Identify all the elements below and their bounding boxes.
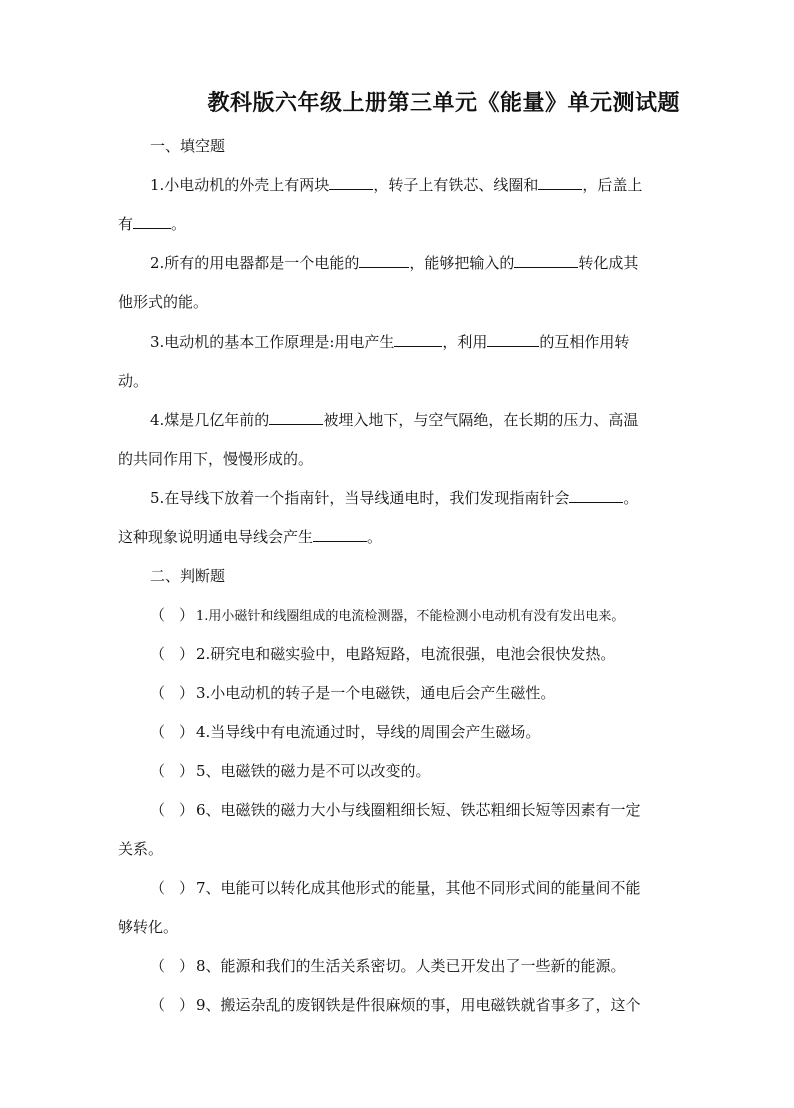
judge-item-4 (150, 722, 540, 742)
section-heading-true-false: 二、判断题 (150, 567, 226, 585)
answer-parentheses[interactable]: （ ） (150, 723, 195, 741)
answer-blank[interactable] (313, 527, 367, 542)
question-4-line-1 (150, 410, 638, 430)
page-title: 教科版六年级上册第三单元《能量》单元测试题 (207, 91, 680, 116)
question-2-line-1 (150, 253, 638, 273)
question-text: 。 (171, 215, 187, 233)
question-3-line-1 (150, 332, 629, 352)
answer-blank[interactable] (538, 175, 582, 190)
question-text: 被埋入地下，与空气隔绝，在长期的压力、高温 (323, 411, 639, 429)
answer-parentheses[interactable]: （ ） (150, 684, 195, 702)
judge-item-8 (150, 956, 626, 976)
answer-blank[interactable] (394, 332, 442, 347)
question-1-line-2 (118, 214, 186, 234)
judge-item-text: 8、能源和我们的生活关系密切。人类已开发出了一些新的能源。 (196, 957, 626, 975)
answer-parentheses[interactable]: （ ） (150, 996, 195, 1014)
question-3-line-2: 动。 (118, 372, 149, 390)
question-text: 3.电动机的基本工作原理是:用电产生 (150, 333, 395, 351)
question-text: ，能够把输入的 (409, 254, 515, 272)
judge-item-text: 4.当导线中有电流通过时，导线的周围会产生磁场。 (196, 723, 541, 741)
judge-item-text: 5、电磁铁的磁力是不可以改变的。 (196, 762, 431, 780)
answer-parentheses[interactable]: （ ） (150, 957, 195, 975)
judge-item-text: 7、电能可以转化成其他形式的能量，其他不同形式间的能量间不能 (196, 879, 641, 897)
judge-item-7 (150, 878, 641, 898)
question-text: ，利用 (442, 333, 488, 351)
section-heading-fill-blank: 一、填空题 (150, 137, 226, 155)
judge-item-text: 1.用小磁针和线圈组成的电流检测器，不能检测小电动机有没有发出电来。 (196, 609, 625, 624)
question-text: 1.小电动机的外壳上有两块 (150, 176, 330, 194)
judge-item-6-cont: 关系。 (118, 840, 164, 858)
question-text: ，转子上有铁芯、线圈和 (373, 176, 539, 194)
question-text: 有 (118, 215, 134, 233)
judge-item-text: 6、电磁铁的磁力大小与线圈粗细长短、铁芯粗细长短等因素有一定 (196, 801, 641, 819)
answer-blank[interactable] (569, 488, 623, 503)
question-text: 转化成其 (578, 254, 639, 272)
answer-parentheses[interactable]: （ ） (150, 762, 195, 780)
question-text: 这种现象说明通电导线会产生 (118, 528, 314, 546)
question-text: ，后盖上 (582, 176, 643, 194)
question-text: 5.在导线下放着一个指南针，当导线通电时，我们发现指南针会 (150, 489, 570, 507)
question-text: 2.所有的用电器都是一个电能的 (150, 254, 360, 272)
question-5-line-2 (118, 527, 382, 547)
judge-item-6 (150, 800, 641, 820)
question-2-line-2: 他形式的能。 (118, 293, 209, 311)
question-text: 。 (623, 489, 639, 507)
judge-item-text: 9、搬运杂乱的废钢铁是件很麻烦的事，用电磁铁就省事多了，这个 (196, 996, 641, 1014)
judge-item-2 (150, 644, 615, 664)
answer-blank[interactable] (329, 175, 373, 190)
answer-blank[interactable] (514, 253, 578, 268)
answer-blank[interactable] (133, 214, 171, 229)
judge-item-9 (150, 995, 641, 1015)
question-text: 4.煤是几亿年前的 (150, 411, 270, 429)
answer-parentheses[interactable]: （ ） (150, 645, 195, 663)
question-text: 。 (367, 528, 383, 546)
judge-item-text: 3.小电动机的转子是一个电磁铁，通电后会产生磁性。 (196, 684, 556, 702)
question-text: 的互相作用转 (539, 333, 630, 351)
answer-parentheses[interactable]: （ ） (150, 606, 195, 624)
question-1-line-1 (150, 175, 642, 195)
answer-blank[interactable] (269, 410, 323, 425)
judge-item-3 (150, 683, 555, 703)
judge-item-text: 2.研究电和磁实验中，电路短路，电流很强，电池会很快发热。 (196, 645, 616, 663)
judge-item-1 (150, 605, 624, 627)
answer-blank[interactable] (487, 332, 539, 347)
answer-parentheses[interactable]: （ ） (150, 801, 195, 819)
judge-item-7-cont: 够转化。 (118, 918, 179, 936)
answer-parentheses[interactable]: （ ） (150, 879, 195, 897)
answer-blank[interactable] (359, 253, 409, 268)
question-4-line-2: 的共同作用下，慢慢形成的。 (118, 450, 314, 468)
question-5-line-1 (150, 488, 638, 508)
judge-item-5 (150, 761, 431, 781)
